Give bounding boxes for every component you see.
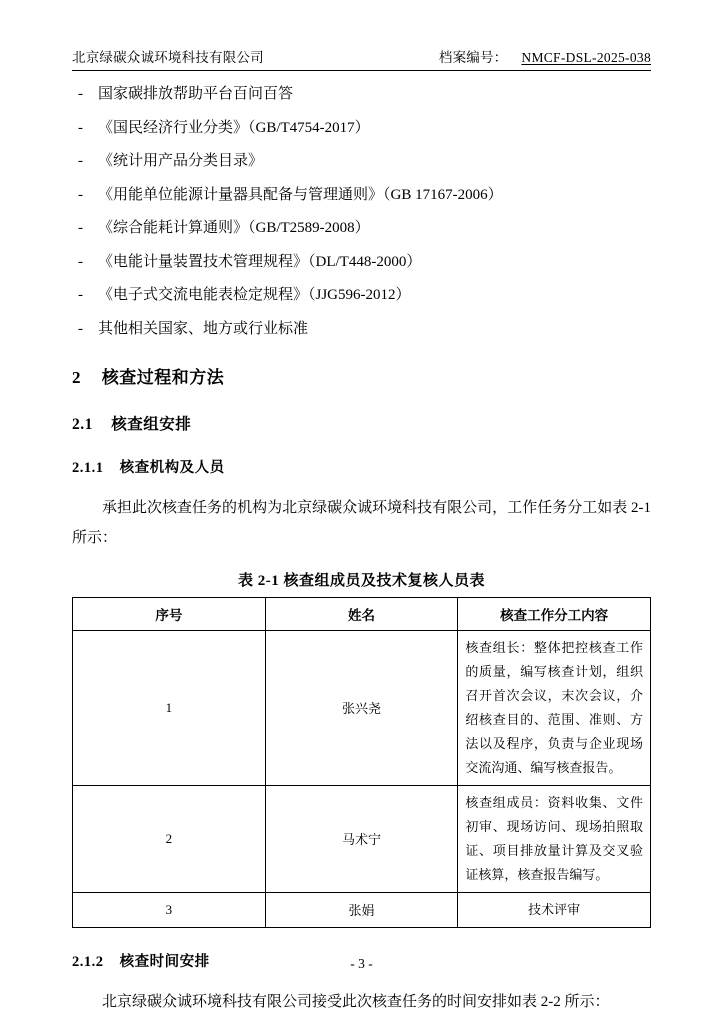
cell-name: 马术宁	[265, 785, 458, 892]
cell-index: 1	[73, 630, 266, 785]
section-number: 2	[72, 367, 81, 387]
reviewer-table	[72, 597, 651, 929]
standards-list	[72, 87, 651, 337]
header-company-name: 北京绿碳众诚环境科技有限公司	[72, 50, 264, 65]
list-item	[72, 87, 651, 102]
list-dash: -	[78, 220, 83, 236]
list-dash: -	[78, 86, 83, 102]
list-item-text: 《电子式交流电能表检定规程》（JJG596-2012）	[98, 287, 411, 303]
table-header-row	[73, 597, 651, 630]
list-item	[72, 255, 651, 270]
table-column-header-name: 姓名	[265, 597, 458, 630]
section-title: 核查组安排	[111, 415, 192, 433]
list-dash: -	[78, 153, 83, 169]
list-item	[72, 188, 651, 203]
cell-index: 3	[73, 892, 266, 927]
cell-duty: 核查组成员：资料收集、文件初审、现场访问、现场拍照取证、项目排放量计算及交叉验证核算，核查报告编写。	[458, 785, 651, 892]
list-item-text: 《国民经济行业分类》（GB/T4754-2017）	[98, 119, 370, 136]
table-column-header-duty: 核查工作分工内容	[458, 597, 651, 630]
paragraph-schedule: 北京绿碳众诚环境科技有限公司接受此次核查任务的时间安排如表 2-2 所示：	[102, 994, 610, 1011]
list-dash: -	[78, 253, 83, 270]
page-header	[72, 46, 651, 71]
section-heading-2-1-1	[72, 456, 651, 477]
list-dash: -	[78, 186, 83, 203]
page-footer	[0, 956, 723, 972]
cell-duty: 核查组长：整体把控核查工作的质量，编写核查计划，组织召开首次会议，末次会议，介绍核查目的、范围、准则、方法以及程序，负责与企业现场交流沟通、编写核查报告。	[458, 630, 651, 785]
cell-index: 2	[73, 785, 266, 892]
table-row	[73, 892, 651, 927]
list-item-text: 国家碳排放帮助平台百问百答	[98, 86, 294, 102]
list-item-text: 《电能计量装置技术管理规程》（DL/T448-2000）	[98, 253, 422, 270]
cell-duty: 技术评审	[458, 892, 651, 927]
list-item	[72, 322, 651, 337]
section-number: 2.1	[72, 415, 93, 433]
list-dash: -	[78, 119, 83, 136]
paragraph-organization: 承担此次核查任务的机构为北京绿碳众诚环境科技有限公司，工作任务分工如表 2-1 所示：	[72, 499, 651, 546]
cell-name: 张兴尧	[265, 630, 458, 785]
cell-name: 张娟	[265, 892, 458, 927]
section-title: 核查过程和方法	[101, 367, 225, 387]
page-number: - 3 -	[350, 956, 373, 971]
section-title: 核查机构及人员	[119, 459, 225, 476]
list-item-text: 《用能单位能源计量器具配备与管理通则》（GB 17167-2006）	[98, 186, 503, 203]
archive-label: 档案编号：	[438, 50, 508, 65]
list-dash: -	[78, 287, 83, 303]
list-item	[72, 221, 651, 236]
header-archive	[439, 46, 651, 66]
list-item	[72, 154, 651, 169]
table-column-header-index: 序号	[73, 597, 266, 630]
table-row	[73, 785, 651, 892]
list-dash: -	[78, 320, 83, 337]
table-caption: 表 2-1 核查组成员及技术复核人员表	[238, 572, 485, 589]
list-item	[72, 121, 651, 136]
list-item-text: 其他相关国家、地方或行业标准	[98, 320, 309, 337]
list-item-text: 《综合能耗计算通则》（GB/T2589-2008）	[98, 220, 370, 236]
section-number: 2.1.2	[72, 954, 104, 971]
table-row	[73, 630, 651, 785]
list-item-text: 《统计用产品分类目录》	[98, 153, 264, 169]
archive-code: NMCF-DSL-2025-038	[521, 50, 651, 65]
section-heading-2-1	[72, 412, 651, 434]
section-heading-2	[72, 363, 651, 388]
section-number: 2.1.1	[72, 459, 104, 476]
list-item	[72, 288, 651, 303]
section-title: 核查时间安排	[119, 954, 210, 971]
